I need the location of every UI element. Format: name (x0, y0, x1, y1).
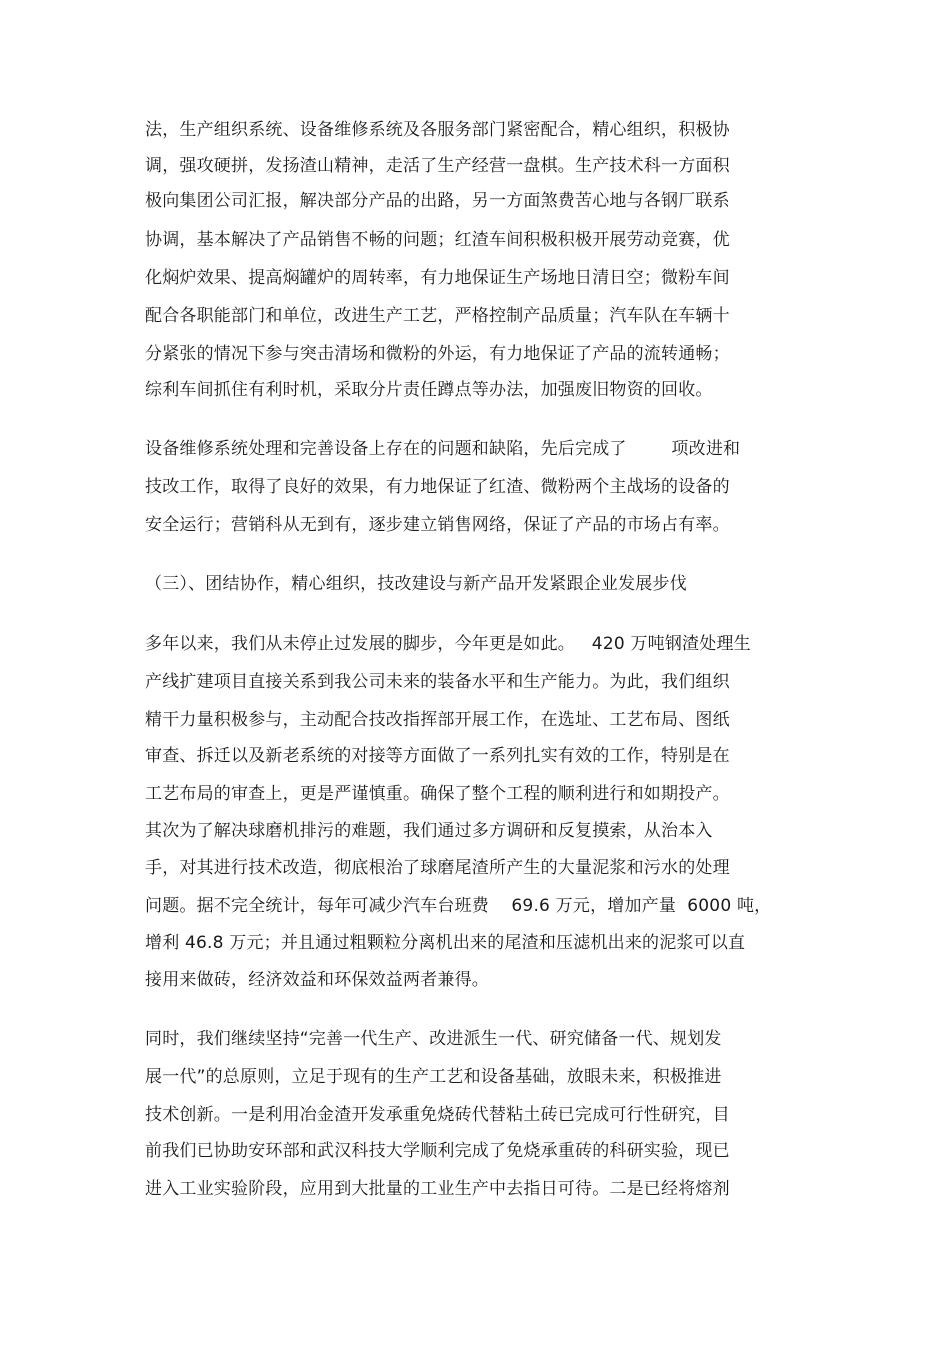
text-line: 技改工作，取得了良好的效果，有力地保证了红渣、微粉两个主战场的设备的 (145, 477, 730, 497)
text-line: 产线扩建项目直接关系到我公司未来的装备水平和生产能力。为此，我们组织 (145, 672, 730, 692)
text-line: 精干力量积极参与，主动配合技改指挥部开展工作，在选址、工艺布局、图纸 (145, 710, 730, 730)
text-line: 法，生产组织系统、设备维修系统及各服务部门紧密配合，精心组织，积极协 (145, 120, 730, 140)
text-line: 调，强攻硬拼，发扬渣山精神，走活了生产经营一盘棋。生产技术科一方面积 (145, 156, 730, 176)
text-line: 工艺布局的审查上，更是严谨慎重。确保了整个工程的顺利进行和如期投产。 (145, 784, 730, 804)
text-line: 协调，基本解决了产品销售不畅的问题；红渣车间积极积极开展劳动竞赛，优 (145, 230, 730, 250)
text-line: 前我们已协助安环部和武汉科技大学顺利完成了免烧承重砖的科研实验，现已 (145, 1141, 730, 1161)
text-line: 审查、拆迁以及新老系统的对接等方面做了一系列扎实有效的工作，特别是在 (145, 746, 730, 766)
text-line: 化焖炉效果、提高焖罐炉的周转率，有力地保证生产场地日清日空；微粉车间 (145, 268, 730, 288)
text-line: 配合各职能部门和单位，改进生产工艺，严格控制产品质量；汽车队在车辆十 (145, 306, 730, 326)
text-line: 极向集团公司汇报，解决部分产品的出路，另一方面煞费苦心地与各钢厂联系 (145, 191, 730, 211)
text-line: 接用来做砖，经济效益和环保效益两者兼得。 (145, 970, 489, 990)
text-line: 设备维修系统处理和完善设备上存在的问题和缺陷，先后完成了 项改进和 (145, 439, 741, 459)
text-line: 进入工业实验阶段，应用到大批量的工业生产中去指日可待。二是已经将熔剂 (145, 1179, 730, 1199)
text-line: 多年以来，我们从未停止过发展的脚步，今年更是如此。 420 万吨钢渣处理生 (145, 634, 751, 654)
text-line: 综利车间抓住有利时机，采取分片责任蹲点等办法，加强废旧物资的回收。 (145, 380, 713, 400)
text-line: 其次为了解决球磨机排污的难题，我们通过多方调研和反复摸索，从治本入 (145, 821, 713, 841)
text-line: 分紧张的情况下参与突击清场和微粉的外运，有力地保证了产品的流转通畅； (145, 344, 730, 364)
text-line: 安全运行；营销科从无到有，逐步建立销售网络，保证了产品的市场占有率。 (145, 515, 730, 535)
text-line: 问题。据不完全统计，每年可减少汽车台班费 69.6 万元，增加产量 6000 吨， (145, 896, 772, 916)
text-line: 同时，我们继续坚持“完善一代生产、改进派生一代、研究储备一代、规划发 (145, 1029, 722, 1049)
text-line: 增利 46.8 万元；并且通过粗颗粒分离机出来的尾渣和压滤机出来的泥浆可以直 (145, 933, 746, 953)
text-line: 展一代”的总原则，立足于现有的生产工艺和设备基础，放眼未来，积极推进 (145, 1067, 722, 1087)
text-line: 技术创新。一是利用冶金渣开发承重免烧砖代替粘土砖已完成可行性研究，目 (145, 1105, 730, 1125)
section-heading: （三）、团结协作，精心组织，技改建设与新产品开发紧跟企业发展步伐 (145, 574, 687, 594)
text-line: 手，对其进行技术改造，彻底根治了球磨尾渣所产生的大量泥浆和污水的处理 (145, 858, 730, 878)
